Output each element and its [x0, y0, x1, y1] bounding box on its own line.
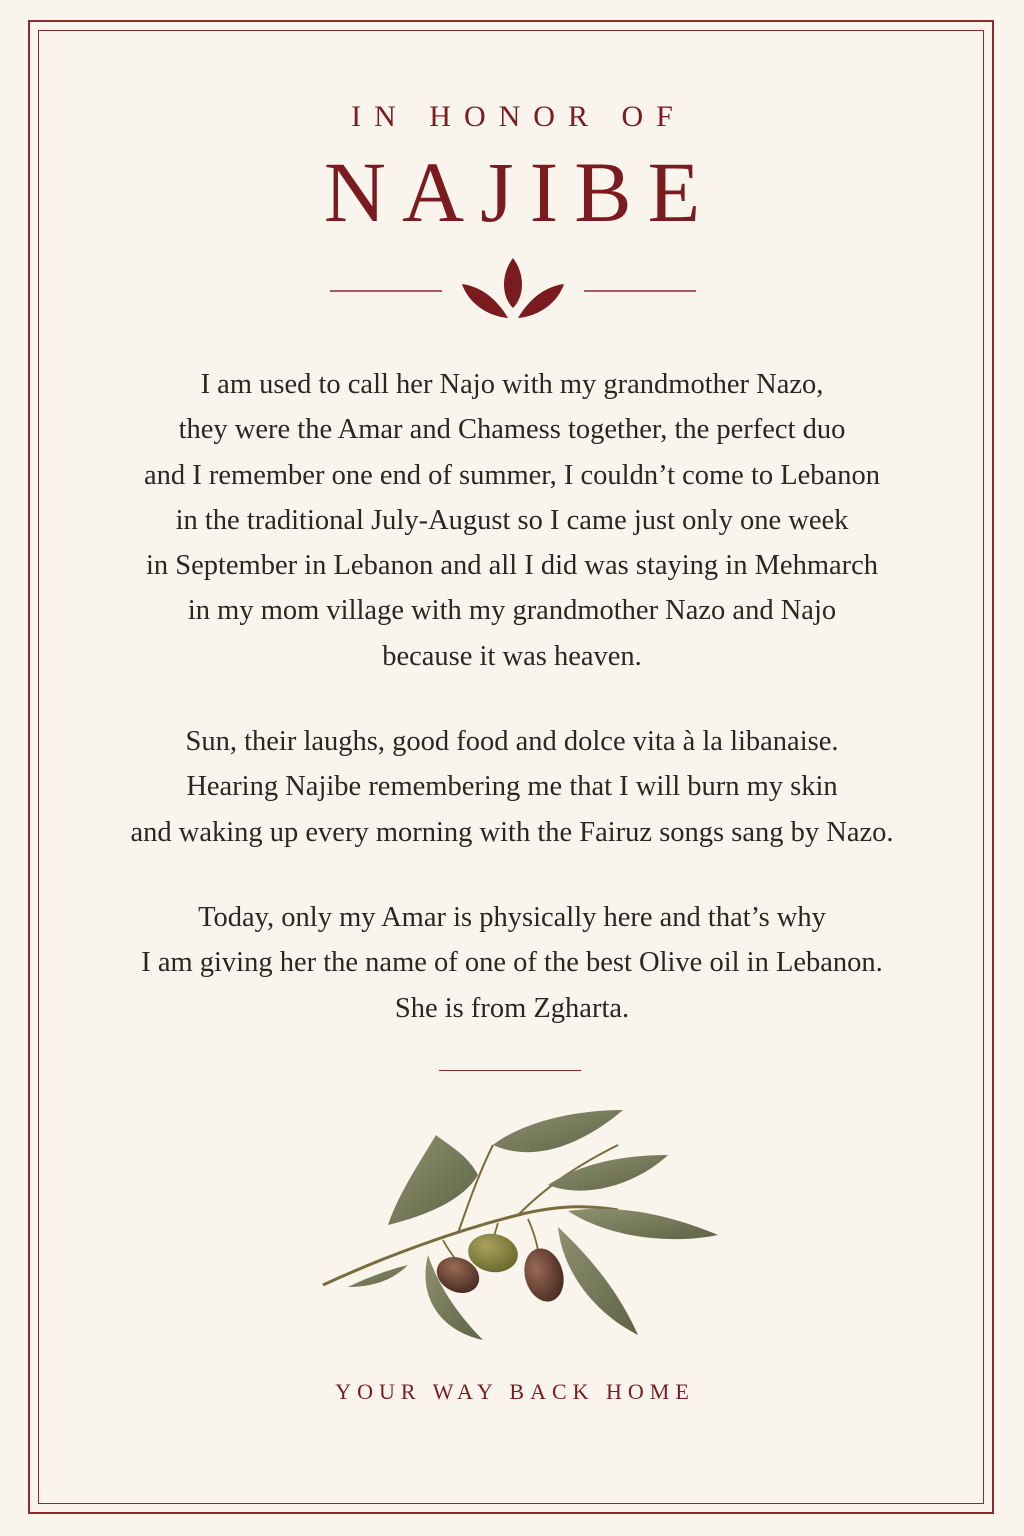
text-line: I am used to call her Najo with my grandmother Nazo, [200, 369, 824, 400]
section-divider [439, 1070, 581, 1071]
tribute-text [60, 362, 964, 1071]
text-line: Today, only my Amar is physically here and that’s why [198, 901, 826, 933]
text-line: they were the Amar and Chamess together, the perfect duo [178, 414, 846, 446]
text-line: in the traditional July-August so I came just only one week [175, 504, 849, 536]
footer-tagline: YOUR WAY BACK HOME [335, 1379, 695, 1404]
page-title: NAJIBE [323, 144, 717, 240]
paragraph-3 [60, 895, 964, 1031]
paragraph-2 [60, 719, 964, 855]
paragraph-1 [60, 362, 964, 679]
olive-branch-icon [318, 1105, 723, 1345]
text-line: because it was heaven. [382, 640, 642, 672]
text-line: in my mom village with my grandmother Nazo and Najo [187, 595, 837, 627]
text-line: and I remember one end of summer, I couldn’t come to Lebanon [144, 459, 880, 491]
text-line: I am giving her the name of one of the best Olive oil in Lebanon. [141, 947, 883, 979]
text-line: Sun, their laughs, good food and dolce vita à la libanaise. [185, 726, 839, 758]
eyebrow-heading: IN HONOR OF [351, 100, 686, 133]
text-line: Hearing Najibe remembering me that I will burn my skin [186, 771, 838, 803]
text-line: and waking up every morning with the Fairuz songs sang by Nazo. [130, 816, 894, 848]
leaf-ornament-icon [330, 256, 696, 322]
text-line: in September in Lebanon and all I did was staying in Mehmarch [145, 550, 879, 582]
text-line: She is from Zgharta. [394, 992, 630, 1024]
